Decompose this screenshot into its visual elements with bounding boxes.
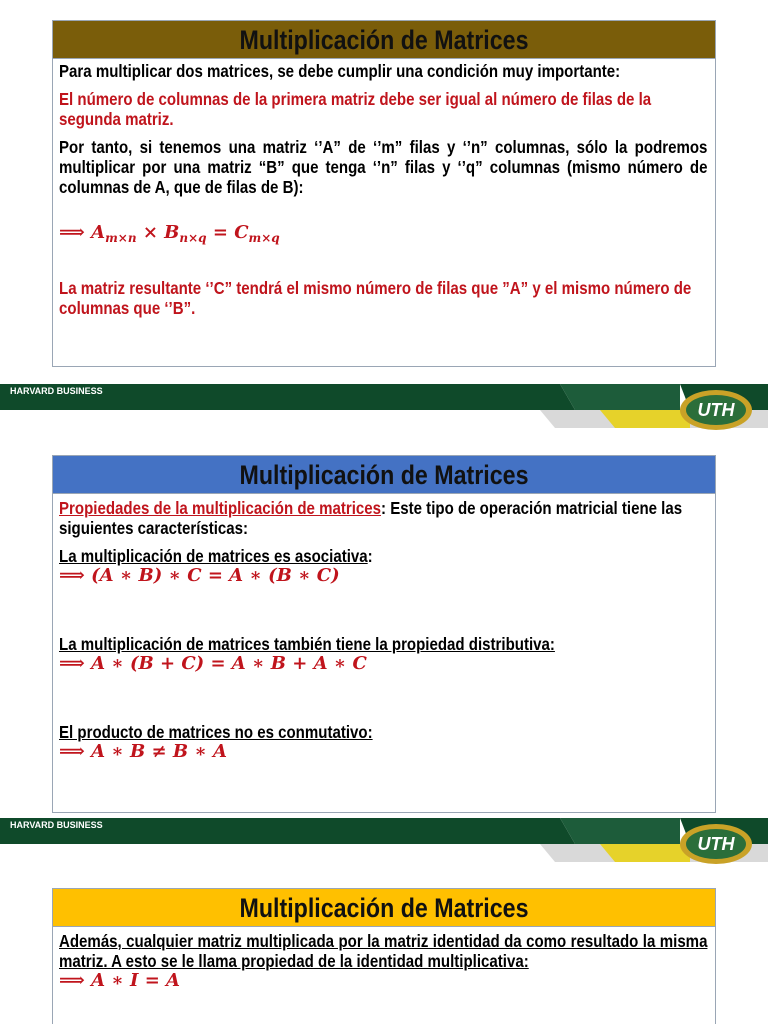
properties-heading: Propiedades de la multiplicación de matrices: [59, 498, 382, 518]
slide-1-paragraph-4: La matriz resultante ‘’C” tendrá el mismo número de filas que ”A” y el mismo número de columnas que ‘’B”.: [59, 278, 692, 318]
footer-band-graphic: [0, 814, 768, 870]
slide-1-footer: [0, 380, 768, 430]
slide-3-title-bar: [53, 889, 715, 927]
formula-times: ×: [136, 222, 165, 243]
formula-c: C: [234, 222, 249, 243]
formula-identity: ⟹ A ∗ I = A: [59, 970, 181, 991]
slide-1-body: [53, 59, 715, 318]
formula-eq: =: [206, 222, 235, 243]
formula-non-commutative: ⟹ A ∗ B ≠ B ∗ A: [59, 741, 227, 762]
slide-2-intro: [59, 498, 707, 538]
svg-text:UTH: UTH: [697, 834, 735, 854]
slide-1: [0, 0, 768, 440]
slide-2-intro-rest: : Este tipo de operación matricial tiene las siguientes características:: [59, 498, 683, 538]
slide-1-title: Multiplicación de Matrices: [239, 24, 529, 55]
formula-distributive: ⟹ A ∗ (B + C) = A ∗ B + A ∗ C: [59, 653, 367, 674]
property-associative: [59, 546, 707, 566]
slide-3: [0, 870, 768, 1024]
formula-b-sub: n×q: [179, 231, 207, 245]
identity-property-text: Además, cualquier matriz multiplicada por la matriz identidad da como resultado la misma matriz. A esto se le llama propiedad de la identidad multiplicativa:: [59, 931, 708, 971]
uth-logo-icon: [676, 384, 758, 434]
slide-1-content-box: [52, 20, 716, 367]
svg-text:UTH: UTH: [697, 400, 735, 420]
slide-2: [0, 440, 768, 870]
harvard-logo: HARVARD BUSINESS: [10, 820, 103, 830]
property-distributive: La multiplicación de matrices también tiene la propiedad distributiva:: [59, 634, 555, 654]
formula-associative: ⟹ (A ∗ B) ∗ C = A ∗ (B ∗ C): [59, 565, 340, 586]
slide-2-footer: [0, 814, 768, 864]
formula-a-sub: m×n: [105, 231, 137, 245]
slide-1-title-bar: [53, 21, 715, 59]
slide-1-paragraph-3: Por tanto, si tenemos una matriz ‘’A” de ‘’m” filas y ‘’n” columnas, sólo la podremos multiplicar por una matriz “B” que tenga ‘’n” filas y ‘’q” columnas (mismo número de columnas de A, que de filas de B):: [59, 137, 708, 197]
property-non-commutative: El producto de matrices no es conmutativo:: [59, 722, 373, 742]
property-associative-colon: :: [367, 546, 373, 566]
uth-logo-icon: [676, 818, 758, 868]
harvard-logo: HARVARD BUSINESS: [10, 386, 103, 396]
slide-3-content-box: [52, 888, 716, 1024]
formula-c-sub: m×q: [248, 231, 280, 245]
slide-3-title: Multiplicación de Matrices: [239, 892, 529, 923]
slide-1-formula: [59, 223, 709, 248]
slide-3-body: [53, 927, 715, 991]
slide-2-title-bar: [53, 456, 715, 494]
slide-1-paragraph-2: El número de columnas de la primera matriz debe ser igual al número de filas de la segunda matriz.: [59, 89, 652, 129]
implies-arrow: ⟹: [59, 222, 85, 243]
slide-2-content-box: [52, 455, 716, 813]
property-associative-label: La multiplicación de matrices es asociativa: [59, 546, 368, 566]
slide-2-title: Multiplicación de Matrices: [239, 459, 529, 490]
formula-a: A: [91, 222, 106, 243]
slide-1-paragraph-1: Para multiplicar dos matrices, se debe cumplir una condición muy importante:: [59, 61, 621, 81]
formula-b: B: [164, 222, 180, 243]
footer-band-graphic: [0, 380, 768, 436]
slide-2-body: [53, 494, 715, 762]
